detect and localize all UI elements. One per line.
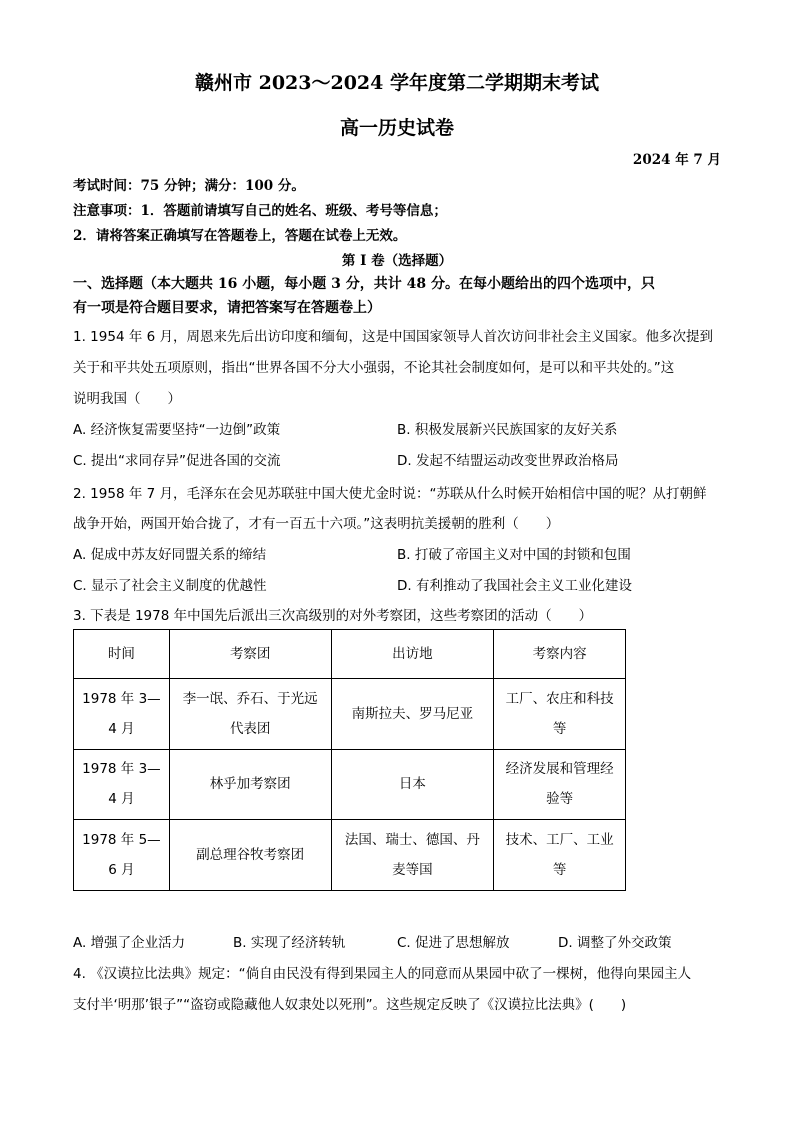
cell-line: 等 — [552, 720, 567, 737]
cell-line: 法国、瑞士、德国、丹 — [344, 832, 480, 849]
table-cell-delegation — [169, 820, 331, 891]
part-title: 第 Ⅰ 卷（选择题） — [341, 253, 453, 269]
table-header-delegation: 考察团 — [169, 630, 331, 679]
q1-option-d: D. 发起不结盟运动改变世界政治格局 — [397, 453, 619, 469]
q1-option-b: B. 积极发展新兴民族国家的友好关系 — [397, 422, 618, 438]
table-cell-destination — [331, 820, 494, 891]
cell-line: 代表团 — [229, 720, 271, 737]
q1-stem-line1: 1. 1954 年 6 月，周恩来先后出访印度和缅甸，这是中国国家领导人首次访问非社会主义国家。他多次提到 — [73, 329, 713, 345]
cell-line: 日本 — [398, 776, 426, 793]
cell-line: 麦等国 — [392, 862, 433, 879]
notice-2: 2．请将答案正确填写在答题卷上，答题在试卷上无效。 — [73, 228, 407, 244]
table-cell-time — [74, 749, 170, 820]
q4-stem-line2: 支付半‘明那’银子”“盗窃或隐藏他人奴隶处以死刑”。这些规定反映了《汉谟拉比法典》( ) — [73, 997, 627, 1013]
cell-line: 技术、工厂、工业 — [505, 832, 614, 849]
q1-stem-line3: 说明我国（ ） — [73, 391, 181, 407]
table-row — [74, 820, 626, 891]
section-instructions-line1: 一、选择题（本大题共 16 小题，每小题 3 分，共计 48 分。在每小题给出的四个选项中，只 — [73, 276, 655, 292]
exam-title: 赣州市 2023～2024 学年度第二学期期末考试 — [195, 72, 599, 94]
section-instructions-line2: 有一项是符合题目要求，请把答案写在答题卷上） — [73, 300, 381, 316]
exam-time-score: 考试时间：75 分钟；满分：100 分。 — [73, 178, 305, 194]
table-cell-destination — [331, 749, 494, 820]
table-cell-content — [494, 749, 626, 820]
cell-line: 林乎加考察团 — [209, 776, 291, 793]
q1-option-a: A. 经济恢复需要坚持“一边倒”政策 — [73, 422, 281, 438]
table-cell-delegation — [169, 749, 331, 820]
q2-stem-line2: 战争开始，两国开始合拢了，才有一百五十六项。”这表明抗美援朝的胜利（ ） — [73, 516, 560, 532]
table-cell-time — [74, 820, 170, 891]
q2-option-b: B. 打破了帝国主义对中国的封锁和包围 — [397, 547, 631, 563]
cell-line: 1978 年 5— — [82, 832, 161, 849]
q3-stem-line1: 3. 下表是 1978 年中国先后派出三次高级别的对外考察团，这些考察团的活动（ ） — [73, 608, 593, 624]
q3-option-b: B. 实现了经济转轨 — [233, 935, 346, 951]
table-cell-delegation — [169, 679, 331, 750]
table-cell-destination — [331, 679, 494, 750]
table-header-time: 时间 — [74, 630, 170, 679]
exam-subtitle: 高一历史试卷 — [339, 117, 454, 139]
table-cell-content — [494, 820, 626, 891]
q2-stem-line1: 2. 1958 年 7 月，毛泽东在会见苏联驻中国大使尤金时说：“苏联从什么时候开始相信中国的呢？从打朝鲜 — [73, 486, 707, 502]
table-header-content: 考察内容 — [494, 630, 626, 679]
table-row — [74, 679, 626, 750]
cell-line: 工厂、农庄和科技 — [505, 690, 614, 707]
cell-line: 4 月 — [108, 791, 135, 808]
cell-line: 验等 — [546, 791, 574, 808]
cell-line: 副总理谷牧考察团 — [196, 847, 305, 864]
cell-line: 6 月 — [108, 862, 135, 879]
cell-line: 等 — [552, 862, 567, 879]
cell-line: 1978 年 3— — [82, 761, 161, 778]
q2-option-d: D. 有利推动了我国社会主义工业化建设 — [397, 578, 632, 594]
q1-option-c: C. 提出“求同存异”促进各国的交流 — [73, 453, 281, 469]
q3-option-a: A. 增强了企业活力 — [73, 935, 186, 951]
q3-option-c: C. 促进了思想解放 — [397, 935, 510, 951]
table-header-destination: 出访地 — [331, 630, 494, 679]
q1-stem-line2: 关于和平共处五项原则，指出“世界各国不分大小强弱，不论其社会制度如何，是可以和平共处的。”这 — [73, 360, 675, 376]
table-header-row — [74, 630, 626, 679]
exam-date: 2024 年 7 月 — [632, 152, 721, 168]
table-cell-content — [494, 679, 626, 750]
q3-delegation-table — [73, 629, 626, 891]
cell-line: 李一氓、乔石、于光远 — [182, 690, 318, 707]
q2-option-c: C. 显示了社会主义制度的优越性 — [73, 578, 267, 594]
notice-1: 注意事项：1．答题前请填写自己的姓名、班级、考号等信息； — [73, 203, 447, 219]
table-cell-time — [74, 679, 170, 750]
q4-stem-line1: 4. 《汉谟拉比法典》规定：“倘自由民没有得到果园主人的同意而从果园中砍了一棵树，他得向果园主人 — [73, 966, 692, 982]
cell-line: 南斯拉夫、罗马尼亚 — [351, 705, 474, 722]
table-row — [74, 749, 626, 820]
cell-line: 4 月 — [108, 720, 135, 737]
cell-line: 1978 年 3— — [82, 690, 161, 707]
cell-line: 经济发展和管理经 — [505, 761, 614, 778]
q3-option-d: D. 调整了外交政策 — [558, 935, 672, 951]
q2-option-a: A. 促成中苏友好同盟关系的缔结 — [73, 547, 267, 563]
